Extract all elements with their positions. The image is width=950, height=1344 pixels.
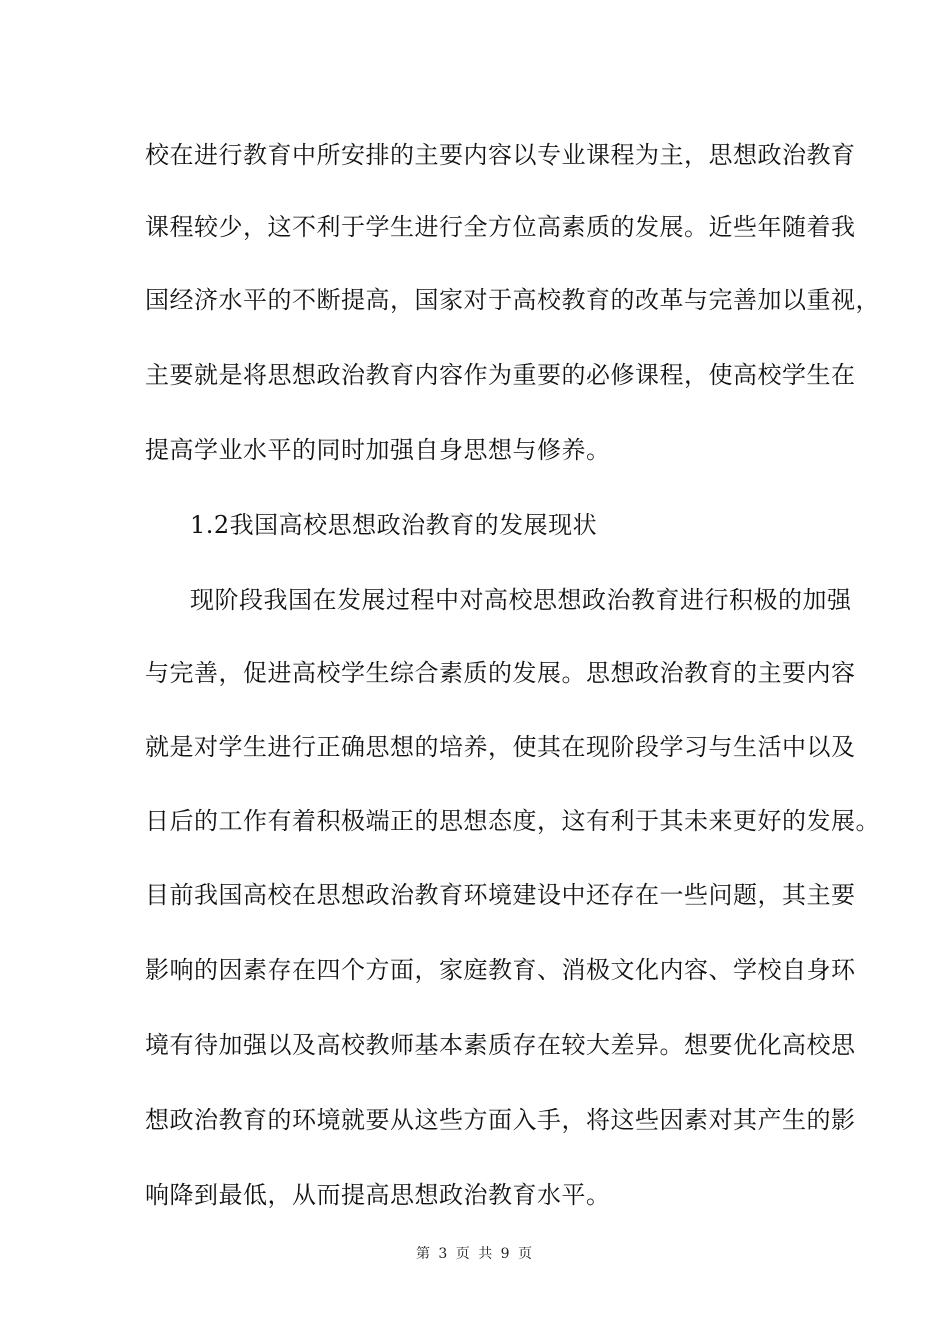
paragraph-1-line-4: 主要就是将思想政治教育内容作为重要的必修课程，使高校学生在: [145, 361, 856, 389]
paragraph-2-line-9: 响降到最低，从而提高思想政治教育水平。: [145, 1181, 611, 1209]
paragraph-1-line-1: 校在进行教育中所安排的主要内容以专业课程为主，思想政治教育: [145, 141, 856, 169]
paragraph-2-line-8: 想政治教育的环境就要从这些方面入手，将这些因素对其产生的影: [145, 1106, 856, 1134]
paragraph-2-line-7: 境有待加强以及高校教师基本素质存在较大差异。想要优化高校思: [145, 1031, 856, 1059]
paragraph-2-line-2: 与完善，促进高校学生综合素质的发展。思想政治教育的主要内容: [145, 659, 856, 687]
section-heading: 1.2我国高校思想政治教育的发展现状: [190, 511, 598, 539]
paragraph-2-line-1: 现阶段我国在发展过程中对高校思想政治教育进行积极的加强: [190, 586, 852, 614]
paragraph-2-line-5: 目前我国高校在思想政治教育环境建设中还存在一些问题，其主要: [145, 881, 856, 909]
paragraph-2-line-4: 日后的工作有着积极端正的思想态度，这有利于其未来更好的发展。: [145, 807, 880, 835]
paragraph-2-line-3: 就是对学生进行正确思想的培养，使其在现阶段学习与生活中以及: [145, 733, 856, 761]
paragraph-1-line-3: 国经济水平的不断提高，国家对于高校教育的改革与完善加以重视，: [145, 286, 880, 314]
paragraph-1-line-5: 提高学业水平的同时加强自身思想与修养。: [145, 436, 611, 464]
paragraph-1-line-2: 课程较少，这不利于学生进行全方位高素质的发展。近些年随着我: [145, 213, 856, 241]
page-number: 第 3 页 共 9 页: [415, 1246, 535, 1262]
paragraph-2-line-6: 影响的因素存在四个方面，家庭教育、消极文化内容、学校自身环: [145, 956, 856, 984]
